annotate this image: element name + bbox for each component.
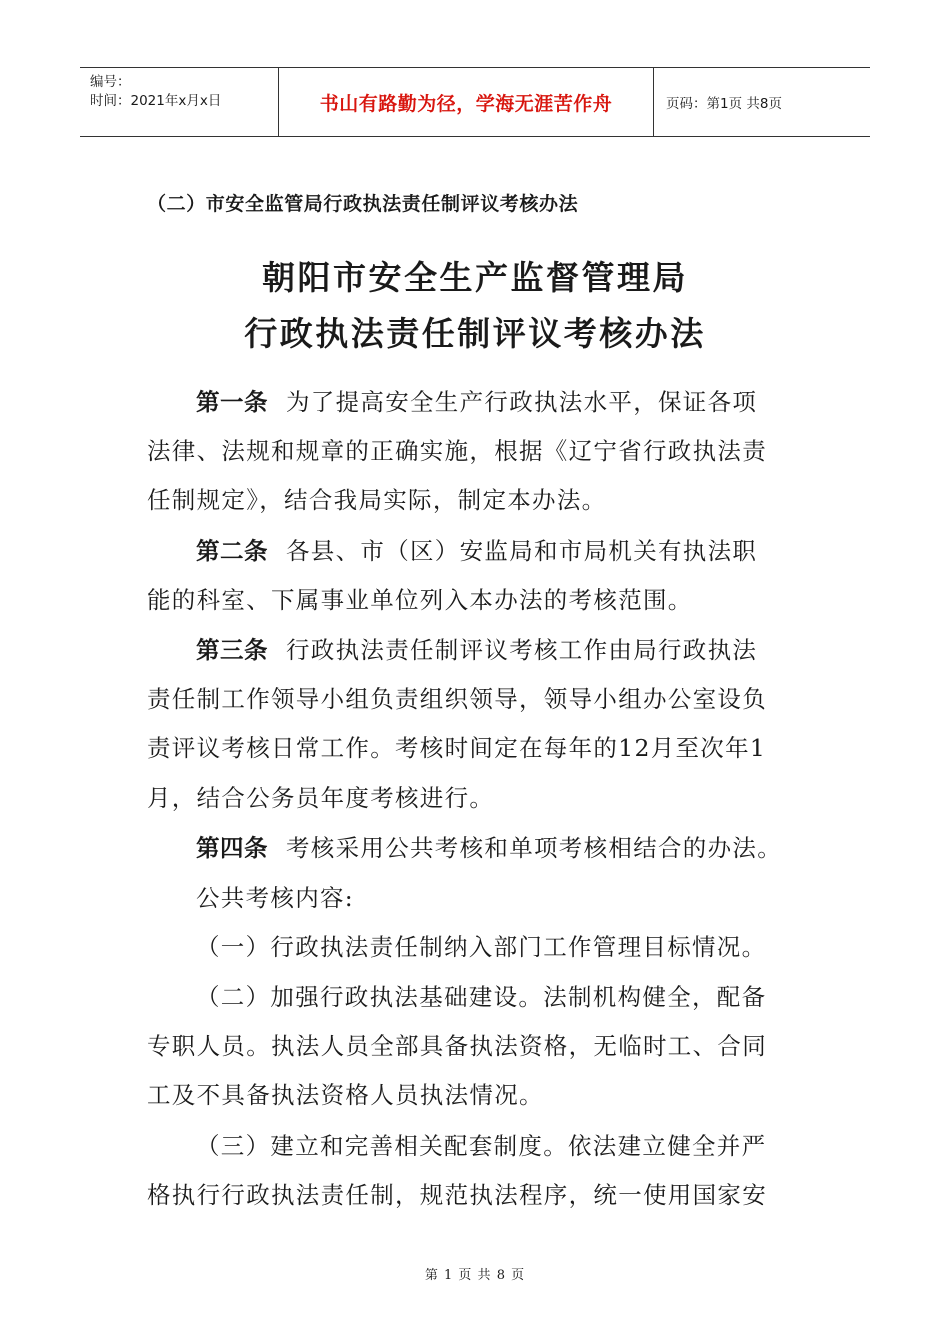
article-4-line-1	[196, 833, 856, 863]
article-1-text-1: 为了提高安全生产行政执法水平，保证各项	[286, 388, 758, 416]
header-page-info: 页码：第1页 共8页	[666, 96, 782, 112]
article-2-label: 第二条	[196, 537, 268, 565]
header-motto: 书山有路勤为径，学海无涯苦作舟	[279, 68, 654, 136]
article-2-text-1: 各县、市（区）安监局和市局机关有执法职	[286, 537, 758, 565]
article-1-line-1	[196, 387, 856, 417]
article-1-label: 第一条	[196, 388, 268, 416]
article-3-label: 第三条	[196, 636, 268, 664]
document-header	[80, 67, 870, 137]
document-number-label: 编号：	[90, 74, 131, 90]
article-3-line-3: 责评议考核日常工作。考核时间定在每年的12月至次年1	[147, 734, 767, 762]
article-3-line-1	[196, 635, 856, 665]
public-assessment-label: 公共考核内容:	[196, 884, 355, 912]
item-3-line-2: 格执行行政执法责任制，规范执法程序，统一使用国家安	[147, 1181, 767, 1209]
item-2-line-2: 专职人员。执法人员全部具备执法资格，无临时工、合同	[147, 1032, 767, 1060]
page-footer: 第 1 页 共 8 页	[424, 1268, 526, 1283]
article-4-text-1: 考核采用公共考核和单项考核相结合的办法。	[286, 834, 782, 862]
page-title-line-2: 行政执法责任制评议考核办法	[244, 314, 706, 353]
item-3-line-1: （三）建立和完善相关配套制度。依法建立健全并严	[196, 1132, 767, 1160]
article-1-line-3: 任制规定》，结合我局实际，制定本办法。	[147, 486, 607, 514]
document-time-label: 时间：2021年x月x日	[90, 93, 222, 109]
article-3-line-2: 责任制工作领导小组负责组织领导，领导小组办公室设负	[147, 685, 767, 713]
article-3-text-1: 行政执法责任制评议考核工作由局行政执法	[286, 636, 758, 664]
header-meta-cell	[80, 68, 279, 136]
article-4-label: 第四条	[196, 834, 268, 862]
article-2-line-2: 能的科室、下属事业单位列入本办法的考核范围。	[147, 586, 693, 614]
article-2-line-1	[196, 536, 856, 566]
section-subtitle: （二）市安全监管局行政执法责任制评议考核办法	[147, 193, 579, 215]
page-title-line-1: 朝阳市安全生产监督管理局	[262, 258, 688, 297]
item-2-line-3: 工及不具备执法资格人员执法情况。	[147, 1081, 544, 1109]
item-1-line-1: （一）行政执法责任制纳入部门工作管理目标情况。	[196, 933, 767, 961]
item-2-line-1: （二）加强行政执法基础建设。法制机构健全，配备	[196, 983, 767, 1011]
article-3-line-4: 月，结合公务员年度考核进行。	[147, 784, 495, 812]
article-1-line-2: 法律、法规和规章的正确实施，根据《辽宁省行政执法责	[147, 437, 767, 465]
